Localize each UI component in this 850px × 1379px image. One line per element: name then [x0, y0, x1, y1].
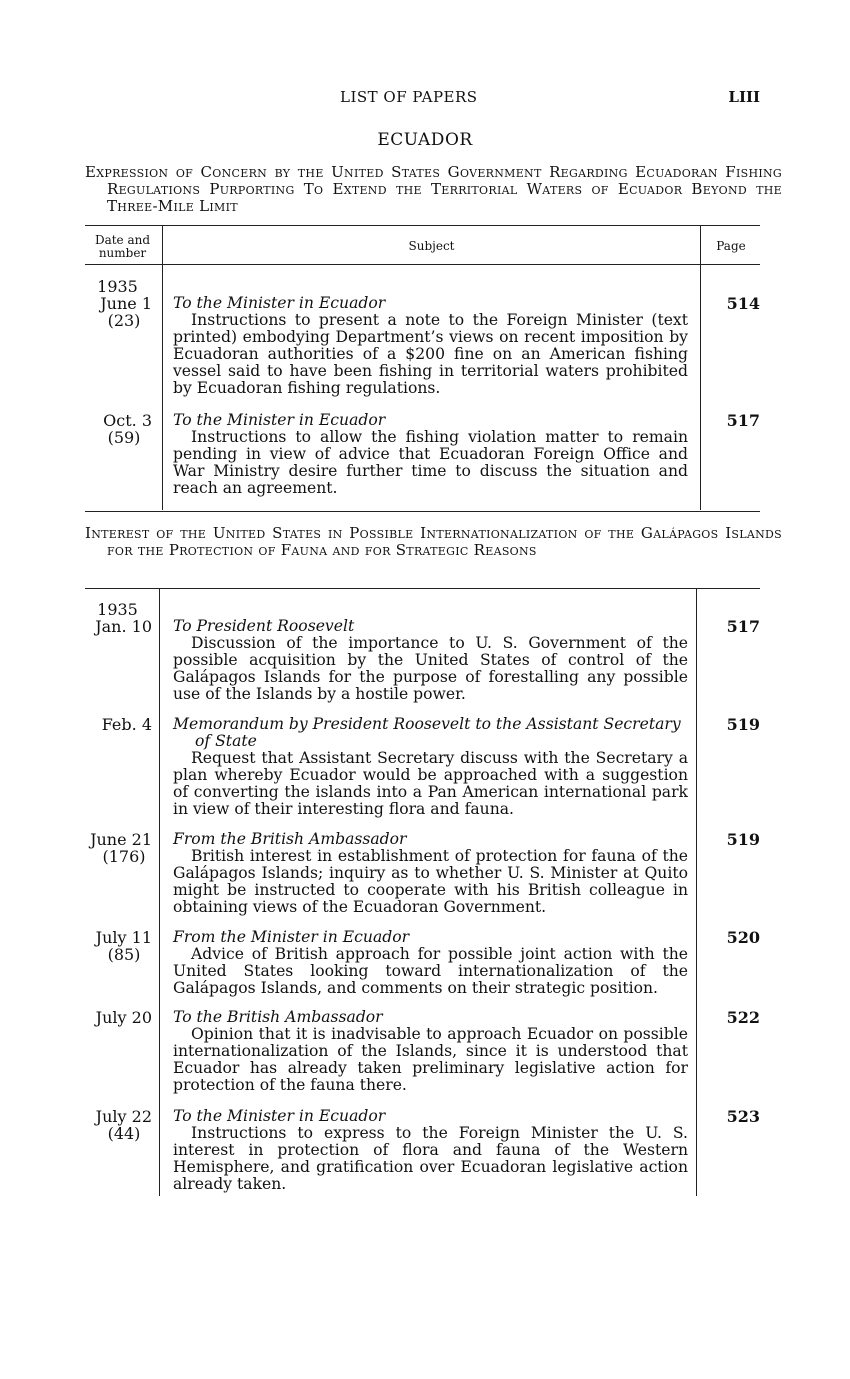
- entry-page: 514: [726, 294, 760, 313]
- year-label: 1935: [97, 277, 138, 296]
- entry-page: 520: [726, 928, 760, 947]
- entry-page: 519: [726, 830, 760, 849]
- entry-description: British interest in establishment of protection for fauna of the Galápagos Islands; inquiry as to whether U. S. Minister at Quito might be instructed to cooperate with his British colleague in obtaining views of the Ecuadoran Government.: [173, 847, 688, 916]
- entry-description: Request that Assistant Secretary discuss with the Secretary a plan whereby Ecuador would be approached with a suggestion of converting the islands into a Pan American international park in view of their interesting flora and fauna.: [173, 749, 688, 818]
- column-header-page: Page: [716, 239, 746, 253]
- header-bottom-rule: [85, 264, 760, 265]
- entry-addressee: Memorandum by President Roosevelt to the Assistant Secretary of State: [173, 715, 681, 750]
- entry-number: (44): [107, 1124, 141, 1143]
- entry-subject: [173, 295, 688, 397]
- column-header-date: Date and number: [94, 233, 151, 260]
- entry-addressee: To the Minister in Ecuador: [173, 1107, 386, 1125]
- entry-number: (85): [107, 945, 141, 964]
- entry-subject: [173, 1009, 688, 1094]
- column-divider: [162, 225, 163, 510]
- entry-description: Discussion of the importance to U. S. Government of the possible acquisition by the United States of control of the Galápagos Islands for the purpose of forestalling any possible use of the Islands by a hostile power.: [173, 634, 688, 703]
- entry-page: 519: [726, 715, 760, 734]
- entry-description: Opinion that it is inadvisable to approach Ecuador on possible internationalization of the Islands, since it is understood that Ecuador has already taken preliminary legislative action for protection of the fauna there.: [173, 1025, 688, 1094]
- country-title: ECUADOR: [377, 130, 473, 150]
- column-divider: [696, 588, 697, 1196]
- entry-date: July 22 (44): [82, 1108, 152, 1142]
- entry-date: June 21 (176): [82, 831, 152, 865]
- entry-page: 523: [726, 1107, 760, 1126]
- entry-page: 522: [726, 1008, 760, 1027]
- entry-date: July 11 (85): [82, 929, 152, 963]
- entry-description: Instructions to allow the fishing violation matter to remain pending in view of advice that Ecuadoran Foreign Office and War Ministry desire further time to discuss the situation and reach an agreement.: [173, 428, 688, 497]
- entry-date: Jan. 10: [95, 617, 152, 636]
- entry-date: Feb. 4: [101, 715, 152, 734]
- table-top-rule: [85, 225, 760, 226]
- entry-subject: [173, 412, 688, 497]
- year-label: 1935: [97, 600, 138, 619]
- entry-number: (176): [102, 847, 146, 866]
- entry-subject: [173, 831, 688, 916]
- entry-description: Instructions to present a note to the Foreign Minister (text printed) embodying Department’s views on recent imposition by Ecuadoran authorities of a $200 fine on an American fishing vessel said to have been fishing in territorial waters prohibited by Ecuadoran fishing regulations.: [173, 311, 688, 397]
- entry-description: Instructions to express to the Foreign Minister the U. S. interest in protection of flora and fauna of the Western Hemisphere, and gratification over Ecuadoran legislative action already taken.: [173, 1124, 688, 1193]
- entry-date: Oct. 3 (59): [82, 412, 152, 446]
- table-top-rule: [85, 588, 760, 589]
- entry-subject: [173, 716, 688, 818]
- entry-date: June 1 (23): [82, 295, 152, 329]
- entry-number: (23): [107, 311, 141, 330]
- entry-description: Advice of British approach for possible joint action with the United States looking toward internationalization of the Galápagos Islands, and comments on their strategic position.: [173, 945, 688, 997]
- entry-addressee: From the Minister in Ecuador: [173, 928, 410, 946]
- entry-addressee: From the British Ambassador: [173, 830, 407, 848]
- entry-subject: [173, 929, 688, 997]
- entry-addressee: To the Minister in Ecuador: [173, 411, 386, 429]
- section-heading: Interest of the United States in Possible Internationalization of the Galápagos Islands for the Protection of Fauna and for Strategic Reasons: [85, 524, 782, 559]
- entry-page: 517: [726, 617, 760, 636]
- entry-number: (59): [107, 428, 141, 447]
- entry-addressee: To President Roosevelt: [173, 617, 355, 635]
- entry-addressee: To the Minister in Ecuador: [173, 294, 386, 312]
- entry-page: 517: [726, 411, 760, 430]
- section-divider-rule: [85, 511, 760, 512]
- column-divider: [700, 225, 701, 510]
- entry-subject: [173, 1108, 688, 1193]
- column-header-subject: Subject: [408, 239, 455, 253]
- page-number: LIII: [728, 88, 760, 106]
- entry-date: July 20: [95, 1008, 152, 1027]
- running-head: LIST OF PAPERS: [340, 88, 478, 106]
- column-divider: [159, 588, 160, 1196]
- section-heading: Expression of Concern by the United States Government Regarding Ecuadoran Fishing Regulations Purporting To Extend the Territorial Waters of Ecuador Beyond the Three-Mile Limit: [85, 163, 782, 215]
- entry-addressee: To the British Ambassador: [173, 1008, 383, 1026]
- entry-subject: [173, 618, 688, 703]
